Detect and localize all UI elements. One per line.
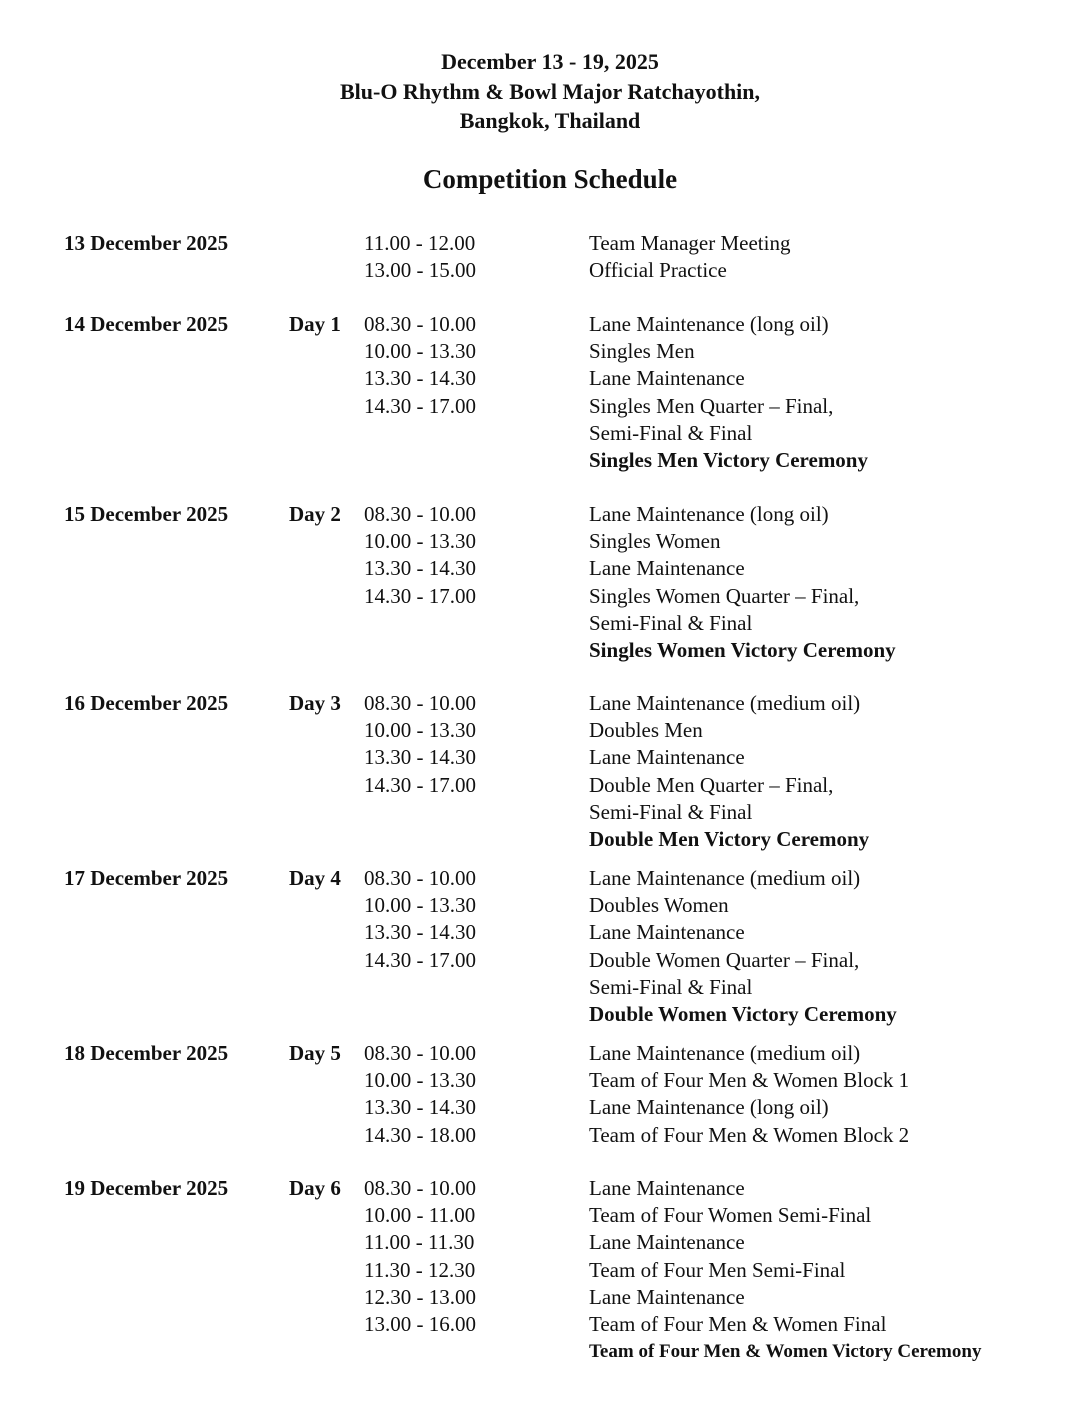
schedule-row (0, 338, 1087, 365)
schedule-row (0, 919, 1087, 946)
schedule-row (0, 1202, 1087, 1229)
schedule-row (0, 717, 1087, 744)
schedule-row (0, 1229, 1087, 1256)
schedule-row (0, 583, 1087, 610)
day-block (0, 865, 1087, 1028)
time-slot: 11.30 - 12.30 (364, 1257, 476, 1282)
schedule-row (0, 1040, 1087, 1067)
schedule-row (0, 637, 1087, 664)
schedule-row (0, 528, 1087, 555)
event-name: Doubles Men (589, 718, 703, 743)
page-title: Competition Schedule (422, 164, 678, 194)
time-slot: 10.00 - 13.30 (364, 529, 476, 554)
schedule-row (0, 799, 1087, 826)
time-slot: 13.30 - 14.30 (364, 1095, 476, 1120)
event-name: Team of Four Men & Women Block 2 (589, 1122, 910, 1147)
day-block (0, 311, 1087, 474)
time-slot: 08.30 - 10.00 (364, 502, 476, 526)
schedule-row (0, 1122, 1087, 1149)
schedule-row (0, 1094, 1087, 1121)
schedule-row (0, 1338, 1087, 1365)
time-slot: 11.00 - 12.00 (364, 231, 476, 255)
time-slot: 14.30 - 17.00 (364, 583, 476, 608)
event-name: Singles Men (589, 339, 695, 364)
ceremony-event: Team of Four Men & Women Victory Ceremony (589, 1341, 982, 1363)
time-slot: 08.30 - 10.00 (364, 691, 476, 715)
time-slot: 13.30 - 14.30 (364, 366, 476, 391)
event-name: Lane Maintenance (589, 1284, 745, 1309)
time-slot: 13.30 - 14.30 (364, 920, 476, 945)
ceremony-event: Double Men Victory Ceremony (589, 826, 870, 851)
schedule-date: 15 December 2025 (64, 502, 229, 526)
venue-name: Blu-O Rhythm & Bowl Major Ratchayothin, (339, 78, 761, 104)
event-name: Semi-Final & Final (589, 974, 753, 999)
event-name: Lane Maintenance (long oil) (589, 1095, 829, 1120)
day-label: Day 2 (289, 502, 341, 526)
event-name: Double Women Quarter – Final, (589, 947, 860, 972)
document-header (0, 47, 1087, 136)
schedule-row (0, 1001, 1087, 1028)
schedule-row (0, 1257, 1087, 1284)
event-name: Lane Maintenance (medium oil) (589, 866, 861, 890)
event-dates: December 13 - 19, 2025 (441, 49, 659, 74)
schedule-row (0, 865, 1087, 892)
schedule-row (0, 892, 1087, 919)
schedule-row (0, 257, 1087, 284)
time-slot: 08.30 - 10.00 (364, 1041, 476, 1065)
time-slot: 13.30 - 14.30 (364, 745, 476, 770)
schedule-date: 18 December 2025 (64, 1041, 229, 1065)
schedule-date: 13 December 2025 (64, 231, 229, 255)
event-name: Team of Four Women Semi-Final (589, 1203, 872, 1228)
schedule-row (0, 690, 1087, 717)
ceremony-event: Singles Women Victory Ceremony (589, 637, 896, 662)
time-slot: 13.30 - 14.30 (364, 556, 476, 581)
ceremony-event: Singles Men Victory Ceremony (589, 447, 868, 472)
event-name: Team Manager Meeting (589, 231, 791, 255)
event-name: Lane Maintenance (medium oil) (589, 691, 861, 715)
schedule-row (0, 365, 1087, 392)
venue-location: Bangkok, Thailand (459, 108, 641, 133)
time-slot: 13.00 - 15.00 (364, 258, 476, 283)
time-slot: 13.00 - 16.00 (364, 1311, 476, 1336)
schedule-row (0, 230, 1087, 257)
event-name: Team of Four Men Semi-Final (589, 1257, 846, 1282)
schedule-row (0, 393, 1087, 420)
day-block (0, 1175, 1087, 1365)
event-name: Lane Maintenance (589, 366, 745, 391)
time-slot: 14.30 - 17.00 (364, 947, 476, 972)
day-label: Day 3 (289, 691, 341, 715)
time-slot: 14.30 - 17.00 (364, 393, 476, 418)
event-name: Semi-Final & Final (589, 610, 753, 635)
event-name: Lane Maintenance (long oil) (589, 312, 829, 336)
event-name: Lane Maintenance (589, 1176, 745, 1200)
schedule-row (0, 1175, 1087, 1202)
time-slot: 14.30 - 18.00 (364, 1122, 476, 1147)
day-block (0, 501, 1087, 664)
time-slot: 14.30 - 17.00 (364, 772, 476, 797)
day-block (0, 1040, 1087, 1149)
day-label: Day 6 (289, 1176, 341, 1200)
event-name: Lane Maintenance (589, 1230, 745, 1255)
event-name: Lane Maintenance (long oil) (589, 502, 829, 526)
event-name: Lane Maintenance (medium oil) (589, 1041, 861, 1065)
schedule-row (0, 772, 1087, 799)
time-slot: 11.00 - 11.30 (364, 1230, 475, 1255)
event-name: Official Practice (589, 258, 727, 283)
event-name: Semi-Final & Final (589, 420, 753, 445)
schedule-row (0, 947, 1087, 974)
time-slot: 08.30 - 10.00 (364, 1176, 476, 1200)
time-slot: 10.00 - 13.30 (364, 718, 476, 743)
event-name: Lane Maintenance (589, 920, 745, 945)
schedule-date: 16 December 2025 (64, 691, 229, 715)
day-label: Day 5 (289, 1041, 341, 1065)
schedule-row (0, 610, 1087, 637)
schedule-row (0, 1284, 1087, 1311)
event-name: Singles Women Quarter – Final, (589, 583, 860, 608)
event-name: Double Men Quarter – Final, (589, 772, 834, 797)
event-name: Team of Four Men & Women Final (589, 1311, 887, 1336)
schedule-row (0, 420, 1087, 447)
event-name: Singles Women (589, 529, 721, 554)
event-name: Lane Maintenance (589, 745, 745, 770)
schedule-row (0, 447, 1087, 474)
schedule-date: 17 December 2025 (64, 866, 229, 890)
time-slot: 10.00 - 13.30 (364, 1068, 476, 1093)
day-block (0, 690, 1087, 853)
schedule-row (0, 744, 1087, 771)
time-slot: 10.00 - 13.30 (364, 893, 476, 918)
schedule-row (0, 501, 1087, 528)
event-name: Team of Four Men & Women Block 1 (589, 1068, 910, 1093)
day-label: Day 1 (289, 312, 341, 336)
event-name: Doubles Women (589, 893, 729, 918)
schedule-date: 19 December 2025 (64, 1176, 229, 1200)
schedule-row (0, 826, 1087, 853)
time-slot: 08.30 - 10.00 (364, 866, 476, 890)
schedule-row (0, 974, 1087, 1001)
day-block (0, 230, 1087, 284)
schedule-row (0, 1067, 1087, 1094)
schedule-row (0, 311, 1087, 338)
ceremony-event: Double Women Victory Ceremony (589, 1001, 897, 1026)
event-name: Lane Maintenance (589, 556, 745, 581)
event-name: Singles Men Quarter – Final, (589, 393, 834, 418)
time-slot: 12.30 - 13.00 (364, 1284, 476, 1309)
time-slot: 10.00 - 11.00 (364, 1203, 476, 1228)
schedule-row (0, 555, 1087, 582)
schedule-date: 14 December 2025 (64, 312, 229, 336)
day-label: Day 4 (289, 866, 341, 890)
event-name: Semi-Final & Final (589, 799, 753, 824)
schedule-row (0, 1311, 1087, 1338)
time-slot: 08.30 - 10.00 (364, 312, 476, 336)
time-slot: 10.00 - 13.30 (364, 339, 476, 364)
